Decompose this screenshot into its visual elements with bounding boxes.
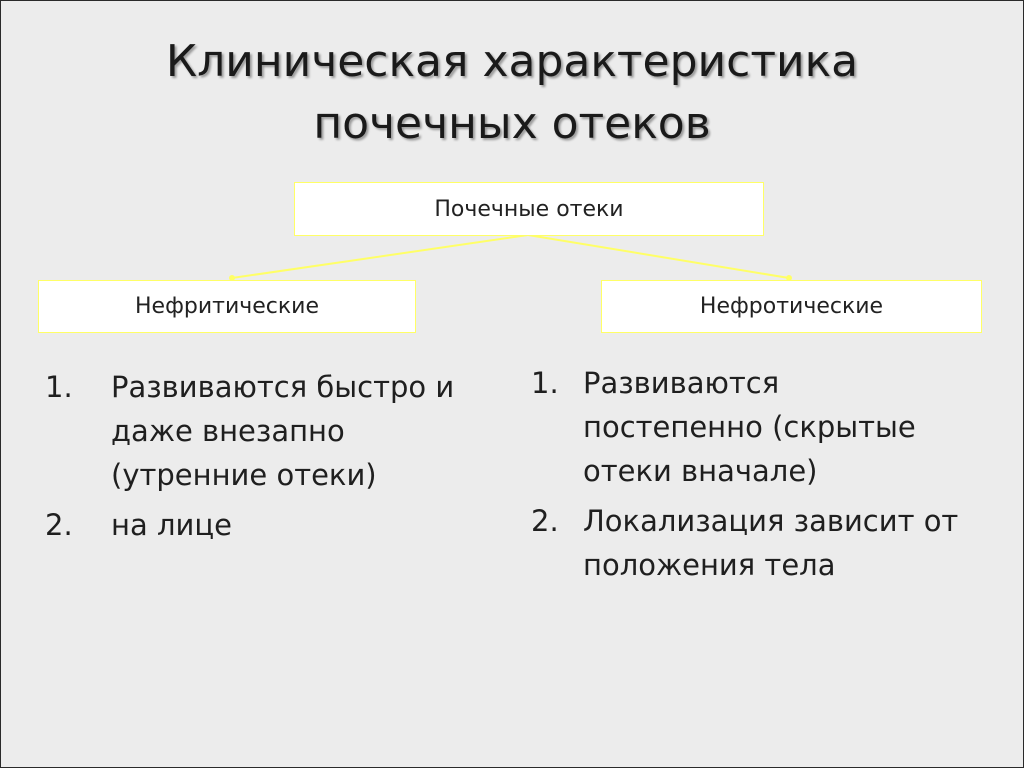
nephrotic-list (531, 361, 961, 593)
slide-title-line-2: почечных отеков (313, 98, 711, 149)
list-item-number: 2. (45, 508, 73, 542)
connector-right (528, 235, 789, 278)
root-node-label: Почечные отеки (434, 196, 624, 222)
list-item-text: на лице (111, 508, 232, 542)
nephrotic-node-label: Нефротические (699, 294, 884, 319)
list-item (45, 503, 485, 547)
slide-title-line-1: Клиническая характеристика (165, 36, 859, 87)
nephritic-node-label: Нефритические (134, 294, 319, 319)
list-item-text: Развиваются быстро и даже внезапно (утренние отеки) (111, 370, 455, 492)
list-item-text: Развиваются постепенно (скрытые отеки вначале) (583, 366, 916, 488)
list-item-number: 1. (45, 370, 73, 404)
list-item (45, 365, 485, 497)
nephritic-node (38, 280, 416, 333)
nephrotic-node (601, 280, 982, 333)
list-item-text: Локализация зависит от положения тела (583, 504, 959, 582)
nephritic-list (45, 365, 485, 553)
root-node (294, 182, 764, 236)
connector-left (232, 235, 528, 278)
list-item-number: 2. (531, 504, 559, 538)
list-item (531, 499, 961, 587)
list-item-number: 1. (531, 366, 559, 400)
list-item (531, 361, 961, 493)
slide-title (1, 31, 1023, 155)
